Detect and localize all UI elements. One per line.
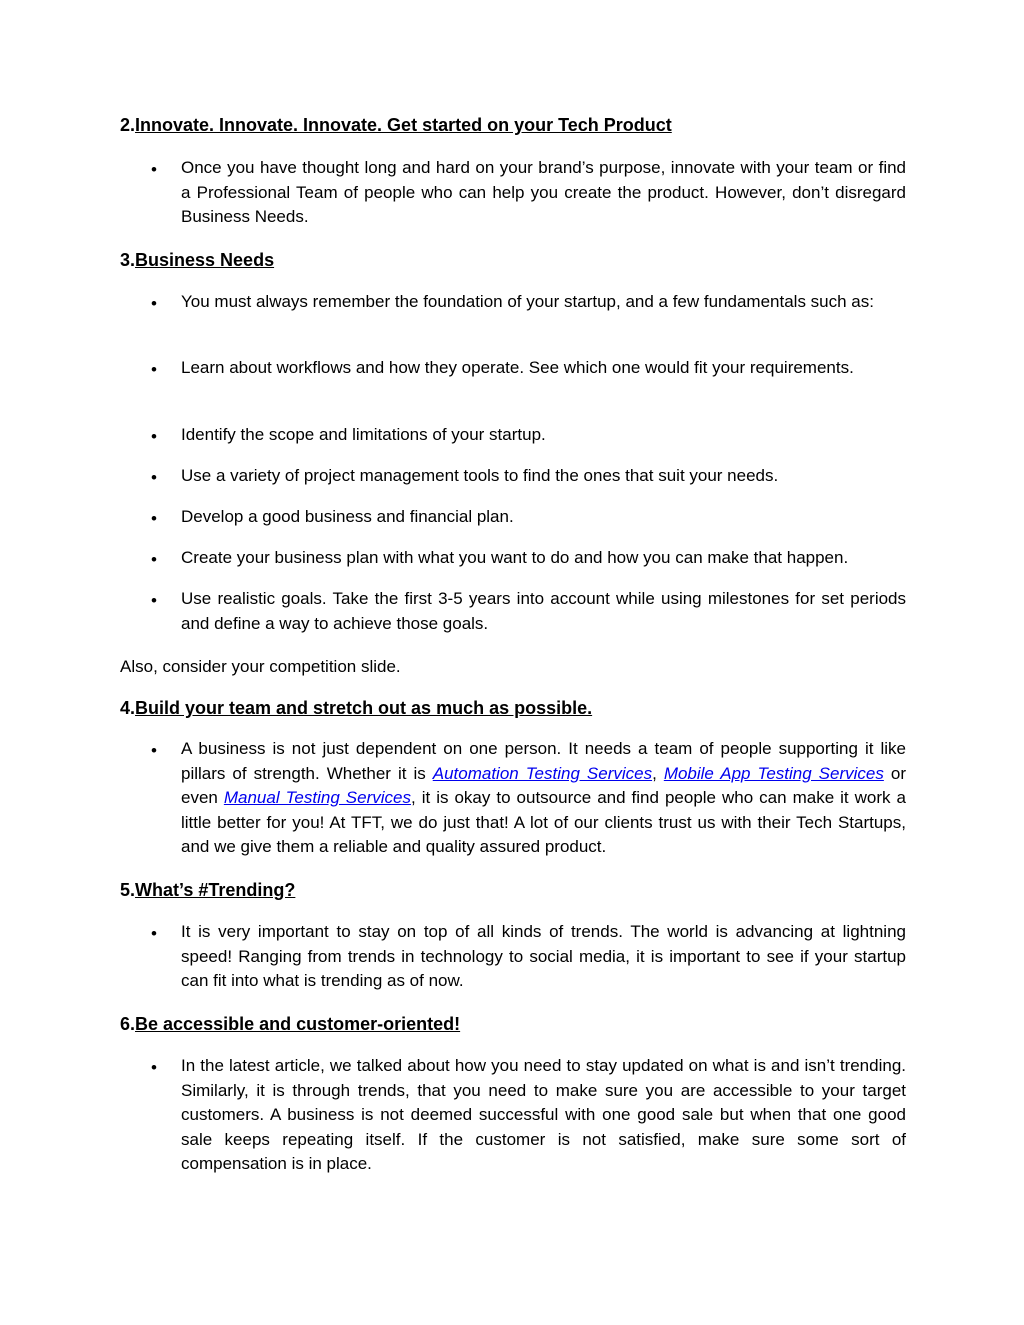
list-item: Use realistic goals. Take the first 3-5 years into account while using milestones for set periods and define a way to achieve those goals.	[181, 589, 906, 633]
bullet-icon: •	[151, 427, 157, 446]
automation-testing-link[interactable]: Automation Testing Services	[432, 763, 653, 783]
bullet-icon: •	[151, 741, 157, 760]
bullet-icon: •	[151, 591, 157, 610]
section-heading-5	[120, 879, 295, 901]
section-number: 4.	[120, 698, 136, 718]
text-run: ,	[652, 763, 664, 783]
text-run: , it is okay to outsource and find people who can make it work a little better for you! At TFT, we do just that! A lot of our clients trust us with their Tech Startups, and we give them a reliable and quality assured product.	[181, 788, 906, 856]
bullet-icon: •	[151, 509, 157, 528]
list-item: In the latest article, we talked about how you need to stay updated on what is and isn’t trending. Similarly, it is through trends, that you need to make sure you are accessible to your target customers. A business is not deemed successful with one good sale but when that one good sale keeps repeating itself. If the customer is not satisfied, make sure some sort of compensation is in place.	[181, 1056, 906, 1173]
text-run: or even	[181, 763, 906, 807]
bullet-icon: •	[151, 924, 157, 943]
mobile-app-testing-link[interactable]: Mobile App Testing Services	[663, 763, 884, 783]
bullet-icon: •	[151, 468, 157, 487]
bullet-icon: •	[151, 294, 157, 313]
section-number: 3.	[120, 250, 136, 270]
section-number: 5.	[120, 880, 136, 900]
list-item: Learn about workflows and how they operate. See which one would fit your requirements.	[181, 358, 854, 377]
list-item: Use a variety of project management tools to find the ones that suit your needs.	[181, 466, 779, 485]
section-number: 2.	[120, 115, 136, 135]
section-heading-6	[120, 1013, 460, 1035]
section-heading-2	[120, 114, 672, 136]
bullet-icon: •	[151, 360, 157, 379]
bullet-icon: •	[151, 550, 157, 569]
manual-testing-link[interactable]: Manual Testing Services	[223, 788, 411, 807]
section-number: 6.	[120, 1014, 136, 1034]
section-title: Be accessible and customer-oriented!	[135, 1014, 461, 1034]
list-item: Once you have thought long and hard on your brand’s purpose, innovate with your team or find a Professional Team of people who can help you create the product. However, don’t disregard Business Needs.	[181, 158, 906, 226]
section-title: Build your team and stretch out as much as possible.	[135, 698, 593, 718]
section-title: What’s #Trending?	[135, 880, 296, 900]
list-item	[181, 737, 906, 860]
section-title: Innovate. Innovate. Innovate. Get started on your Tech Product	[135, 115, 672, 135]
list-item: You must always remember the foundation of your startup, and a few fundamentals such as:	[181, 292, 874, 311]
list-item: Identify the scope and limitations of your startup.	[181, 425, 546, 444]
body-paragraph: Also, consider your competition slide.	[120, 657, 401, 676]
bullet-icon: •	[151, 1058, 157, 1077]
bullet-icon: •	[151, 160, 157, 179]
text-run: A business is not just dependent on one person. It needs a team of people supporting it like pillars of strength. Whether it is	[181, 739, 906, 783]
section-heading-3	[120, 249, 274, 271]
list-item: Develop a good business and financial plan.	[181, 507, 514, 526]
section-title: Business Needs	[135, 250, 275, 270]
list-item: It is very important to stay on top of all kinds of trends. The world is advancing at lightning speed! Ranging from trends in technology to social media, it is important to see if your startup can fit into what is trending as of now.	[181, 922, 906, 990]
list-item: Create your business plan with what you want to do and how you can make that happen.	[181, 548, 849, 567]
section-heading-4	[120, 697, 592, 719]
